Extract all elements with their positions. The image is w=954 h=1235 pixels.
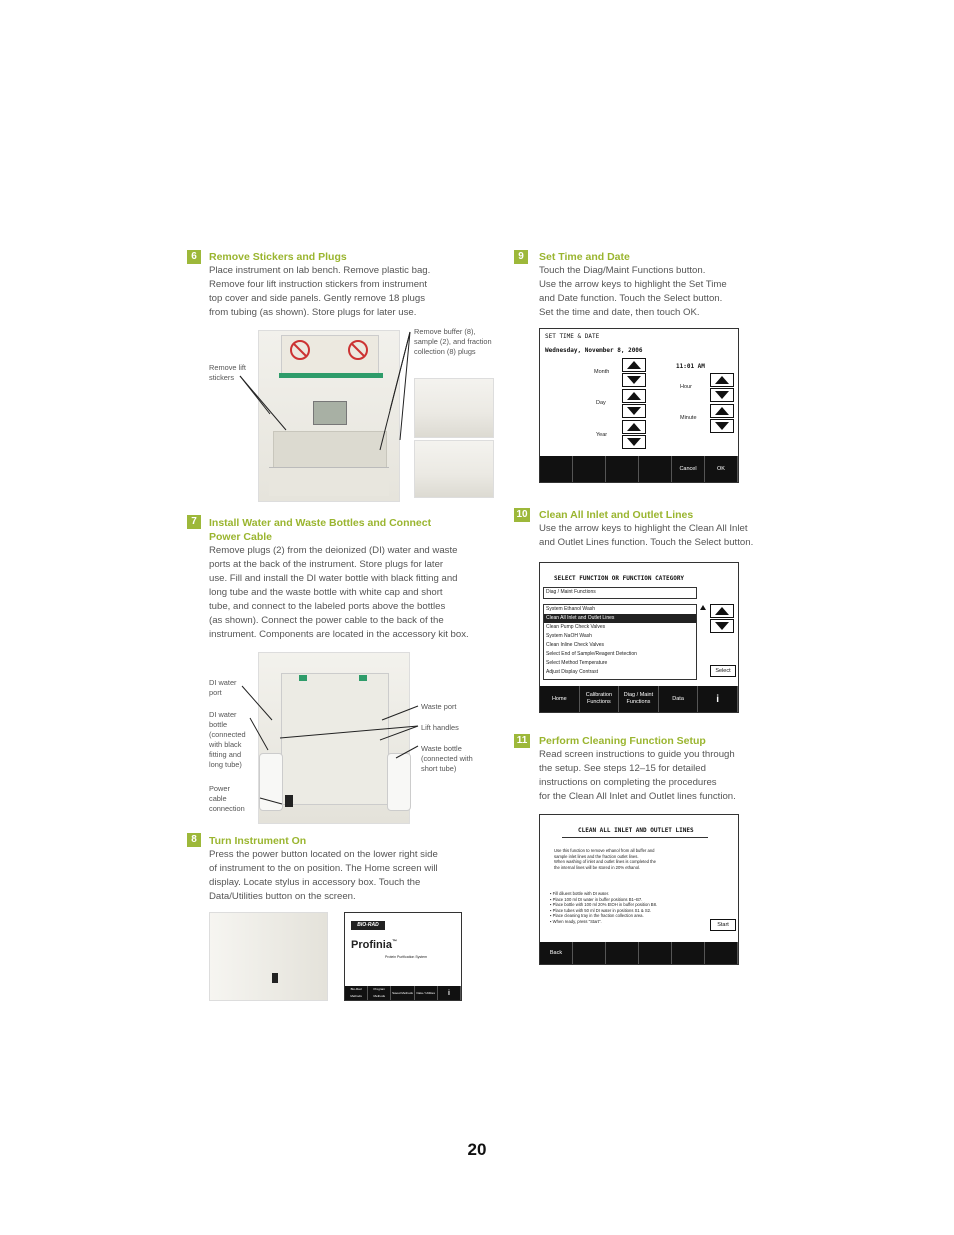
clean-lines-screen xyxy=(539,814,739,965)
arrow-up-icon xyxy=(711,605,733,617)
blank-button-1[interactable] xyxy=(540,456,573,482)
info-button[interactable]: i xyxy=(438,986,461,1000)
step-9-body: Touch the Diag/Maint Functions button. Use the arrow keys to highlight the Set Time and Date function. Touch the Select button. Set the time and date, then touch OK. xyxy=(539,265,727,318)
step-7-title: Install Water and Waste Bottles and Connect Power Cable xyxy=(209,517,432,543)
arrow-down-icon xyxy=(623,405,645,417)
blank-button-3[interactable] xyxy=(606,456,639,482)
select-button[interactable]: Select xyxy=(710,665,736,677)
blank-button-4[interactable] xyxy=(639,456,672,482)
program-methods-button[interactable]: Program Methods xyxy=(368,986,391,1000)
hour-down-button[interactable] xyxy=(710,388,734,402)
year-down-button[interactable] xyxy=(622,435,646,449)
list-up-button[interactable] xyxy=(710,604,734,618)
step-7-leader-lines xyxy=(230,680,430,820)
step-8-title: Turn Instrument On xyxy=(209,835,307,847)
hour-up-button[interactable] xyxy=(710,373,734,387)
diag-maint-functions-button[interactable]: Diag / Maint Functions xyxy=(619,686,659,712)
minute-up-button[interactable] xyxy=(710,404,734,418)
data-button[interactable]: Data xyxy=(659,686,699,712)
home-screen[interactable] xyxy=(344,912,462,1001)
profinia-logo: Profinia™ xyxy=(351,939,397,951)
arrow-down-icon xyxy=(711,420,733,432)
list-item-selected[interactable]: Clean All Inlet and Outlet Lines xyxy=(544,614,696,623)
step-7-body: Remove plugs (2) from the deionized (DI) water and waste ports at the back of the instrument. Store plugs for later use. Fill and install the DI water bottle with black fitting and long tube and the waste bottle with white cap and short tube, and connect to the labeled ports above the bottles (as shown). Connect the power cable to the back of the instrument. Components are located in the accessory kit box. xyxy=(209,545,469,640)
lift-handles-callout: Lift handles xyxy=(421,723,459,732)
step-8-number: 8 xyxy=(187,833,201,847)
arrow-up-icon xyxy=(711,374,733,386)
arrow-up-icon xyxy=(623,359,645,371)
screen-bullets: ▪ Fill diluent bottle with DI water. ▪ Place 100 ml DI water in buffer positions B1–B7. ▪ Place bottle with 100 ml 20% EtOH in buffer position B8. ▪ Place tubes with 50 ml DI water in positions S1 & S2. ▪ Place cleaning tray in the fraction collection area. ▪ When ready, press "Start". xyxy=(550,891,658,924)
remove-buffer-callout: Remove buffer (8), sample (2), and fraction collection (8) plugs xyxy=(414,327,492,356)
blank-button-4[interactable] xyxy=(639,942,672,964)
list-item[interactable]: Select Method Temperature xyxy=(546,660,608,666)
day-up-button[interactable] xyxy=(622,389,646,403)
data-utilities-button[interactable]: Data / Utilities xyxy=(415,986,438,1000)
list-item[interactable]: Select End of Sample/Reagent Detection xyxy=(546,651,637,657)
set-time-date-screen xyxy=(539,328,739,483)
step-11-title: Perform Cleaning Function Setup xyxy=(539,735,706,747)
arrow-up-icon xyxy=(711,405,733,417)
step-10-number: 10 xyxy=(514,508,530,522)
info-button[interactable]: i xyxy=(698,686,738,712)
day-label: Day xyxy=(596,400,606,406)
di-water-bottle-callout: DI water bottle (connected with black fitting and long tube) xyxy=(209,710,246,769)
select-function-screen xyxy=(539,562,739,713)
list-item[interactable]: Clean Pump Check Valves xyxy=(546,624,606,630)
arrow-down-icon xyxy=(623,374,645,386)
month-down-button[interactable] xyxy=(622,373,646,387)
power-button-photo xyxy=(209,912,328,1001)
blank-button-3[interactable] xyxy=(606,942,639,964)
arrow-up-icon xyxy=(623,390,645,402)
list-item[interactable]: System NaOH Wash xyxy=(546,633,592,639)
list-item[interactable]: Clean Inline Check Valves xyxy=(546,642,604,648)
step-8-body: Press the power button located on the lower right side of instrument to the on position. The Home screen will display. Locate stylus in accessory box. Touch the Data/Utilities button on the screen. xyxy=(209,849,438,902)
day-down-button[interactable] xyxy=(622,404,646,418)
list-item[interactable]: Adjust Display Contrast xyxy=(546,669,598,675)
step-10-title: Clean All Inlet and Outlet Lines xyxy=(539,509,694,521)
minute-down-button[interactable] xyxy=(710,419,734,433)
step-10-body: Use the arrow keys to highlight the Clean All Inlet and Outlet Lines function. Touch the Select button. xyxy=(539,523,754,548)
di-water-port-callout: DI water port xyxy=(209,678,237,697)
remove-lift-callout: Remove lift stickers xyxy=(209,363,246,382)
arrow-up-icon xyxy=(623,421,645,433)
year-label: Year xyxy=(596,432,608,438)
bio-rad-logo: BIO-RAD xyxy=(351,921,385,930)
page-number: 20 xyxy=(467,1140,487,1159)
screen-header: CLEAN ALL INLET AND OUTLET LINES xyxy=(578,827,694,834)
calibration-functions-button[interactable]: Calibration Functions xyxy=(580,686,620,712)
month-label: Month xyxy=(594,369,610,375)
blank-button-6[interactable] xyxy=(705,942,738,964)
start-button[interactable]: Start xyxy=(710,919,736,931)
step-6-leader-lines xyxy=(230,330,430,470)
screen-intro-text: Use this function to remove ethanol from all buffer and sample inlet lines and the fraction outlet lines. When washing of inlet and outlet lines is completed the the internal lines will be stored in 20% ethanol. xyxy=(554,848,656,870)
year-up-button[interactable] xyxy=(622,420,646,434)
arrow-down-icon xyxy=(711,620,733,632)
back-button[interactable]: Back xyxy=(540,942,573,964)
hour-label: Hour xyxy=(680,384,692,390)
step-9-title: Set Time and Date xyxy=(539,251,630,263)
current-time: 11:01 AM xyxy=(676,363,705,370)
function-list[interactable] xyxy=(543,604,697,680)
blank-button-2[interactable] xyxy=(573,942,606,964)
waste-port-callout: Waste port xyxy=(421,702,457,711)
minute-label: Minute xyxy=(680,415,697,421)
home-button[interactable]: Home xyxy=(540,686,580,712)
arrow-down-icon xyxy=(623,436,645,448)
cancel-button[interactable]: Cancel xyxy=(672,456,705,482)
step-9-number: 9 xyxy=(514,250,528,264)
category-field: Diag / Maint Functions xyxy=(543,587,697,599)
saved-methods-button[interactable]: Saved Methods xyxy=(391,986,414,1000)
current-date: Wednesday, November 8, 2006 xyxy=(545,347,643,354)
step-6-title: Remove Stickers and Plugs xyxy=(209,251,347,263)
step-6-body: Place instrument on lab bench. Remove plastic bag. Remove four lift instruction stickers from instrument top cover and side panels. Gently remove 18 plugs from tubing (as shown). Store plugs for later use. xyxy=(209,265,431,318)
product-subtitle: Protein Purification System xyxy=(385,955,428,959)
bio-rad-methods-button[interactable]: Bio-Rad Methods xyxy=(345,986,368,1000)
list-item[interactable]: System Ethanol Wash xyxy=(546,606,596,612)
blank-button-5[interactable] xyxy=(672,942,705,964)
step-11-body: Read screen instructions to guide you through the setup. See steps 12–15 for detailed instructions on completing the procedures for the Clean All Inlet and Outlet lines function. xyxy=(539,749,736,802)
scroll-indicator-icon xyxy=(699,604,707,612)
arrow-down-icon xyxy=(711,389,733,401)
waste-bottle-callout: Waste bottle (connected with short tube) xyxy=(421,744,473,773)
screen-header: SET TIME & DATE xyxy=(545,333,600,340)
power-cable-callout: Power cable connection xyxy=(209,784,245,813)
blank-button-2[interactable] xyxy=(573,456,606,482)
list-down-button[interactable] xyxy=(710,619,734,633)
step-11-number: 11 xyxy=(514,734,530,748)
month-up-button[interactable] xyxy=(622,358,646,372)
screen-header: SELECT FUNCTION OR FUNCTION CATEGORY xyxy=(554,575,685,582)
step-7-number: 7 xyxy=(187,515,201,529)
step-6-number: 6 xyxy=(187,250,201,264)
ok-button[interactable]: OK xyxy=(705,456,738,482)
